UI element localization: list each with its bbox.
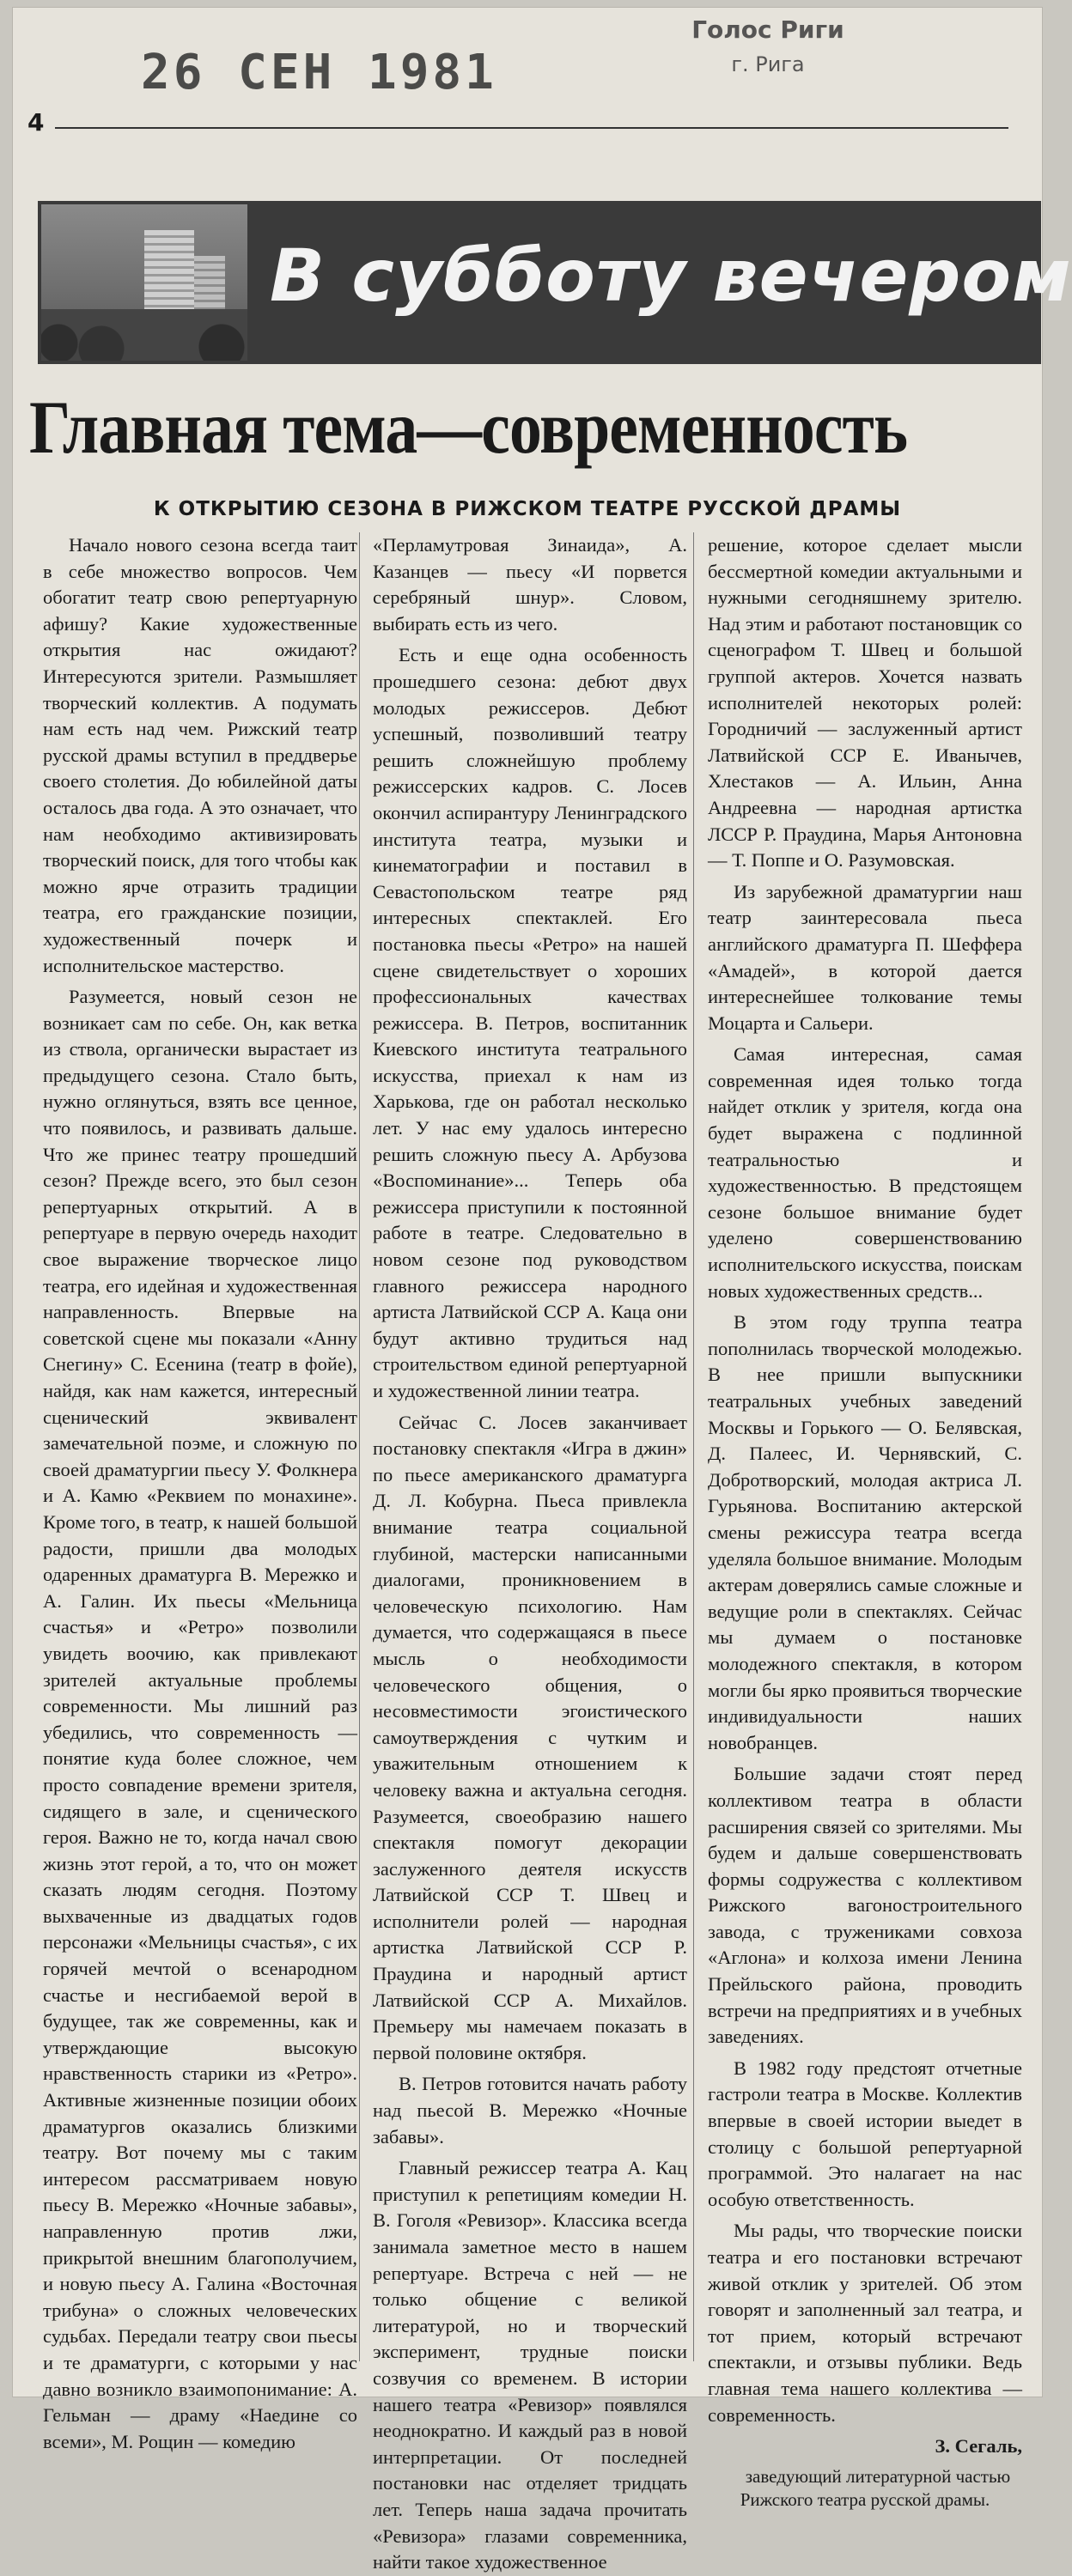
newspaper-city: г. Рига [731, 52, 805, 76]
paragraph: Сейчас С. Лосев заканчивает постановку спектакля «Игра в джин» по пьесе американского драматурга Д. Л. Кобурна. Пьеса привлекла внимание театра социальной глубиной, мастерски написанными диалогами, проникновением в человеческую психологию. Нам думается, что содержащаяся в пьесе мысль о необходимости человеческого общения, о несовместимости эгоистического самоутверждения с чутким и уважительным отношением к человеку важна и актуальна сегодня. Разумеется, своеобразию нашего спектакля помогут декорации заслуженного деятеля искусств Латвийской ССР Т. Швец и исполнители ролей — народная артистка Латвийской ССР Р. Праудина и народный артист Латвийской ССР А. Михайлов. Премьеру мы намечаем показать в первой половине октября. [373, 1411, 687, 2063]
column-2 [373, 532, 687, 2573]
column-1 [43, 532, 357, 2452]
paragraph: Мы рады, что творческие поиски театра и его постановки встречают живой отклик у зрителей. Об этом говорят и заполненный зал театра, и тот прием, который встречают спектакли, и отзывы публики. Ведь главная тема нашего коллектива — современность. [708, 2220, 1022, 2426]
city-building-photo [41, 204, 247, 361]
column-rule [693, 532, 694, 2361]
newspaper-stamp [682, 15, 854, 76]
paragraph: Начало нового сезона всегда таит в себе множество вопросов. Чем обогатит театр свою репертуарную афишу? Какие художественные открытия нас ожидают? Интересуются зрители. Размышляет творческий коллектив. А подумать нам есть над чем. Рижский театр русской драмы вступил в преддверье своего столетия. До юбилейной даты осталось два года. А это означает, что нам необходимо активизировать творческий поиск, для того чтобы как можно ярче отразить традиции театра, его гражданские позиции, художественный почерк и исполнительское мастерство. [43, 534, 357, 976]
paragraph: Большие задачи стоят перед коллективом театра в области расширения связей со зрителями. Мы будем и дальше совершенствовать формы содружества с коллективом Рижского вагоностроительного завода, с тружениками совхоза «Аглона» и колхоза имени Ленина Прейльского района, проводить встречи на предприятиях и в учебных заведениях. [708, 1763, 1022, 2048]
paragraph: Из зарубежной драматургии наш театр заинтересовала пьеса английского драматурга П. Шеффера «Амадей», в которой дается интереснейшее толкование темы Моцарта и Сальери. [708, 880, 1022, 1034]
article-subheadline: К ОТКРЫТИЮ СЕЗОНА В РИЖСКОМ ТЕАТРЕ РУССКОЙ ДРАМЫ [153, 498, 902, 520]
article-headline: Главная тема—современность [29, 386, 908, 470]
paragraph: решение, которое сделает мысли бессмертной комедии актуальными и нужными сегодняшнему зрителю. Над этим и работают постановщик со сценографом Т. Швец и большой группой актеров. Хочется назвать исполнителей некоторых ролей: Городничий — заслуженный артист Латвийской ССР Е. Иванычев, Хлестаков — А. Ильин, Анна Андреевна — народная артистка ЛССР Р. Праудина, Марья Антоновна — Т. Поппе и О. Разумовская. [708, 534, 1022, 872]
paragraph: Самая интересная, самая современная идея только тогда найдет отклик у зрителя, когда она будет выражена с подлинной театральностью и художественностью. В предстоящем сезоне большое внимание будет уделено совершенствованию исполнительского искусства, поискам новых художественных средств... [708, 1043, 1022, 1302]
header-rule [55, 127, 1008, 129]
paragraph: Разумеется, новый сезон не возникает сам по себе. Он, как ветка из ствола, органически вырастает из предыдущего сезона. Стало быть, нужно оглянуться, взять все ценное, что появилось, и развивать дальше. Что же принес театру прошедший сезон? Прежде всего, это был сезон репертуарных открытий. А в репертуаре в первую очередь находит свое выражение творческое лицо театра, его идейная и художественная направленность. Впервые на советской сцене мы показали «Анну Снегину» С. Есенина (театр в фойе), найдя, как нам кажется, интересный сценический эквивалент замечательной поэме, и сложную по своей драматургии пьесу У. Фолкнера и А. Камю «Реквием по монахине». Кроме того, в театр, к нашей большой радости, пришли два молодых одаренных драматурга В. Мережко и А. Галин. Их пьесы «Мельница счастья» и «Ретро» позволили увидеть воочию, как привлекают зрителей актуальные проблемы современности. Мы лишний раз убедились, что современность — понятие куда более сложное, чем просто совпадение времени зрителя, сидящего в зале, и сценического героя. Важно не то, когда начал свою жизнь этот герой, а то, что он может сказать людям сегодня. Поэтому выхваченные из двадцатых годов персонажи «Мельницы счастья», с их горячей мечтой о всенародном счастье и несгибаемой верой в будущее, так же современны, как и утверждающие высокую нравственность старики из «Ретро». Активные жизненные позиции обоих драматургов оказались близкими театру. Вот почему мы с таким интересом рассматриваем новую пьесу В. Мережко «Ночные забавы», направленную против лжи, прикрытой внешним благополучием, и новую пьесу А. Галина «Восточная трибуна» о сложных человеческих судьбах. Передали театру свои пьесы и те драматурги, с которыми у нас давно возникло взаимопонимание: А. Гельман — драму «Наедине со всеми», М. Рощин — комедию [43, 986, 357, 2452]
paragraph: Главный режиссер театра А. Кац приступил к репетициям комедии Н. В. Гоголя «Ревизор». Классика всегда занимала заметное место в нашем репертуаре. Встреча с ней — не только общение с великой литературой, но и творческий эксперимент, трудные поиски созвучия со временем. В истории нашего театра «Ревизор» появлялся неоднократно. И каждый раз в новой интерпретации. От последней постановки нас отделяет тридцать лет. Теперь наша задача прочитать «Ревизора» глазами современника, найти такое художественное [373, 2157, 687, 2573]
paragraph: «Перламутровая Зинаида», А. Казанцев — пьесу «И порвется серебряный шнур». Словом, выбирать есть из чего. [373, 534, 687, 635]
paragraph: В 1982 году предстоят отчетные гастроли театра в Москве. Коллектив впервые в своей истории выедет в столицу с большой репертуарной программой. Это налагает на нас особую ответственность. [708, 2057, 1022, 2210]
date-stamp: 26 СЕН 1981 [141, 45, 497, 100]
page-number: 4 [27, 108, 45, 137]
newspaper-clipping [12, 7, 1072, 2573]
newspaper-name: Голос Риги [691, 15, 844, 44]
rubric-title: В субботу вечером [270, 234, 1072, 318]
paragraph: В этом году труппа театра пополнилась творческой молодежью. В нее пришли выпускники театральных учебных заведений Москвы и Горького — О. Белявская, Д. Палеес, И. Чернявский, С. Добротворский, молодая актриса Л. Гурьянова. Воспитанию актерской смены режиссура театра всегда уделяла большое внимание. Молодым актерам доверялись самые сложные и ведущие роли в спектаклях. Сейчас мы думаем о постановке молодежного спектакля, в котором могли бы ярко проявиться творческие индивидуальности наших новобранцев. [708, 1311, 1022, 1753]
column-rule [359, 532, 360, 2361]
author-name: З. Сегаль, [935, 2435, 1022, 2458]
column-3 [708, 532, 1022, 2510]
paragraph: Есть и еще одна особенность прошедшего сезона: дебют двух молодых режиссеров. Дебют успешный, позволивший театру решить сложнейшую проблему режиссерских кадров. С. Лосев окончил аспирантуру Ленинградского института театра, музыки и кинематографии и поставил в Севастопольском театре ряд интересных спектаклей. Его постановка пьесы «Ретро» на нашей сцене свидетельствует о хороших профессиональных качествах режиссера. В. Петров, воспитанник Киевского института театрального искусства, приехал к нам из Харькова, где он работал несколько лет. У нас ему удалось интересно решить сложную пьесу А. Арбузова «Воспоминание»... Теперь оба режиссера приступили к постоянной работе в театре. Следовательно в новом сезоне под руководством главного режиссера народного артиста Латвийской ССР А. Каца они будут активно трудиться над строительством единой репертуарной и художественной линии театра. [373, 644, 687, 1401]
author-role: заведующий литературной частью Рижского театра русской драмы. [740, 2465, 1011, 2510]
paragraph: В. Петров готовится начать работу над пьесой В. Мережко «Ночные забавы». [373, 2073, 687, 2148]
rubric-banner [38, 201, 1072, 364]
